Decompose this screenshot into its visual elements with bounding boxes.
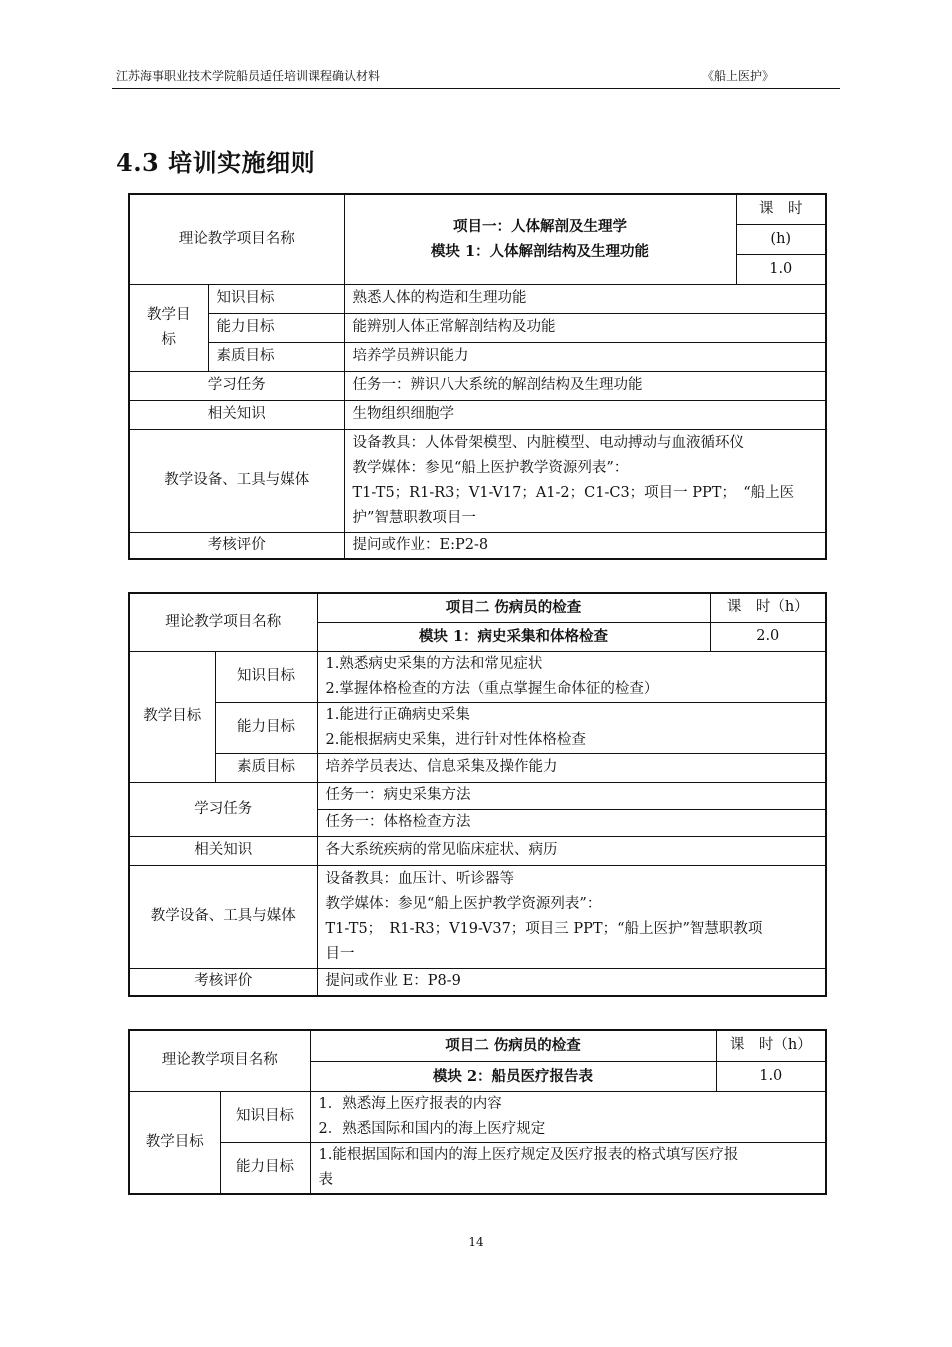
t2-name-label: 理论教学项目名称 — [129, 593, 317, 651]
t2-hours-label: 课 时（h） — [710, 593, 826, 622]
t3-hours: 1.0 — [716, 1061, 826, 1091]
t2-ability-label: 能力目标 — [215, 702, 317, 753]
t2-media: 设备教具：血压计、听诊器等 教学媒体：参见“船上医护教学资源列表”： T1-T5； R1-R3；V19-V37；项目三 PPT；“船上医护”智慧职教项 目一 — [317, 865, 826, 968]
t3-project: 项目二 伤病员的检查 — [310, 1030, 716, 1061]
t1-eval: 提问或作业：E:P2-8 — [344, 532, 826, 559]
t1-knowledge-rel-label: 相关知识 — [129, 400, 344, 429]
t2-project: 项目二 伤病员的检查 — [317, 593, 710, 622]
t1-hours: 1.0 — [736, 254, 826, 284]
t1-quality-label: 素质目标 — [208, 342, 344, 371]
page-number: 14 — [468, 1235, 484, 1249]
course-table-1 — [128, 193, 827, 560]
t3-hours-label: 课 时（h） — [716, 1030, 826, 1061]
t1-knowledge-label: 知识目标 — [208, 284, 344, 313]
t2-knowledge-rel-label: 相关知识 — [129, 836, 317, 865]
t2-hours: 2.0 — [710, 622, 826, 651]
t2-eval-label: 考核评价 — [129, 968, 317, 996]
t3-ability-label: 能力目标 — [220, 1142, 310, 1194]
t1-media-label: 教学设备、工具与媒体 — [129, 429, 344, 532]
t1-hours-label-2: (h) — [736, 224, 826, 254]
t2-quality: 培养学员表达、信息采集及操作能力 — [317, 753, 826, 782]
t2-task-label: 学习任务 — [129, 782, 317, 836]
t2-quality-label: 素质目标 — [215, 753, 317, 782]
t1-knowledge: 熟悉人体的构造和生理功能 — [344, 284, 826, 313]
t2-goals-label: 教学目标 — [129, 651, 215, 782]
t2-module: 模块 1：病史采集和体格检查 — [317, 622, 710, 651]
t3-knowledge: 1．熟悉海上医疗报表的内容 2．熟悉国际和国内的海上医疗规定 — [310, 1091, 826, 1142]
t2-knowledge-label: 知识目标 — [215, 651, 317, 702]
t2-eval: 提问或作业 E：P8-9 — [317, 968, 826, 996]
t1-goals-label: 教学目 标 — [129, 284, 208, 371]
t2-ability: 1.能进行正确病史采集 2.能根据病史采集，进行针对性体格检查 — [317, 702, 826, 753]
t2-media-label: 教学设备、工具与媒体 — [129, 865, 317, 968]
t2-task-1: 任务一：病史采集方法 — [317, 782, 826, 809]
section-title: 4.3 培训实施细则 — [116, 148, 316, 177]
t3-ability: 1.能根据国际和国内的海上医疗规定及医疗报表的格式填写医疗报 表 — [310, 1142, 826, 1194]
t3-knowledge-label: 知识目标 — [220, 1091, 310, 1142]
t2-knowledge-rel: 各大系统疾病的常见临床症状、病历 — [317, 836, 826, 865]
t3-name-label: 理论教学项目名称 — [129, 1030, 310, 1091]
t2-knowledge: 1.熟悉病史采集的方法和常见症状 2.掌握体格检查的方法（重点掌握生命体征的检查） — [317, 651, 826, 702]
header-left: 江苏海事职业技术学院船员适任培训课程确认材料 — [116, 69, 381, 83]
course-table-3 — [128, 1029, 827, 1195]
t1-eval-label: 考核评价 — [129, 532, 344, 559]
t1-media: 设备教具：人体骨架模型、内脏模型、电动搏动与血液循环仪 教学媒体：参见“船上医护教学资源列表”： T1-T5；R1-R3；V1-V17；A1-2；C1-C3；项目一 PPT； “船上医 护”智慧职教项目一 — [344, 429, 826, 532]
t1-project-cell — [344, 194, 736, 284]
header-rule — [112, 88, 840, 89]
t1-ability-label: 能力目标 — [208, 313, 344, 342]
t1-name-label: 理论教学项目名称 — [129, 194, 344, 284]
t1-task: 任务一：辨识八大系统的解剖结构及生理功能 — [344, 371, 826, 400]
t3-module: 模块 2：船员医疗报告表 — [310, 1061, 716, 1091]
t1-knowledge-rel: 生物组织细胞学 — [344, 400, 826, 429]
course-table-2 — [128, 592, 827, 997]
t3-goals-label: 教学目标 — [129, 1091, 220, 1194]
t1-task-label: 学习任务 — [129, 371, 344, 400]
t1-project: 项目一：人体解剖及生理学 — [453, 218, 627, 236]
t2-task-2: 任务一：体格检查方法 — [317, 809, 826, 836]
t1-quality: 培养学员辨识能力 — [344, 342, 826, 371]
t1-module: 模块 1：人体解剖结构及生理功能 — [430, 243, 650, 261]
header-right: 《船上医护》 — [701, 69, 774, 83]
t1-hours-label-1: 课 时 — [736, 194, 826, 224]
t1-ability: 能辨别人体正常解剖结构及功能 — [344, 313, 826, 342]
